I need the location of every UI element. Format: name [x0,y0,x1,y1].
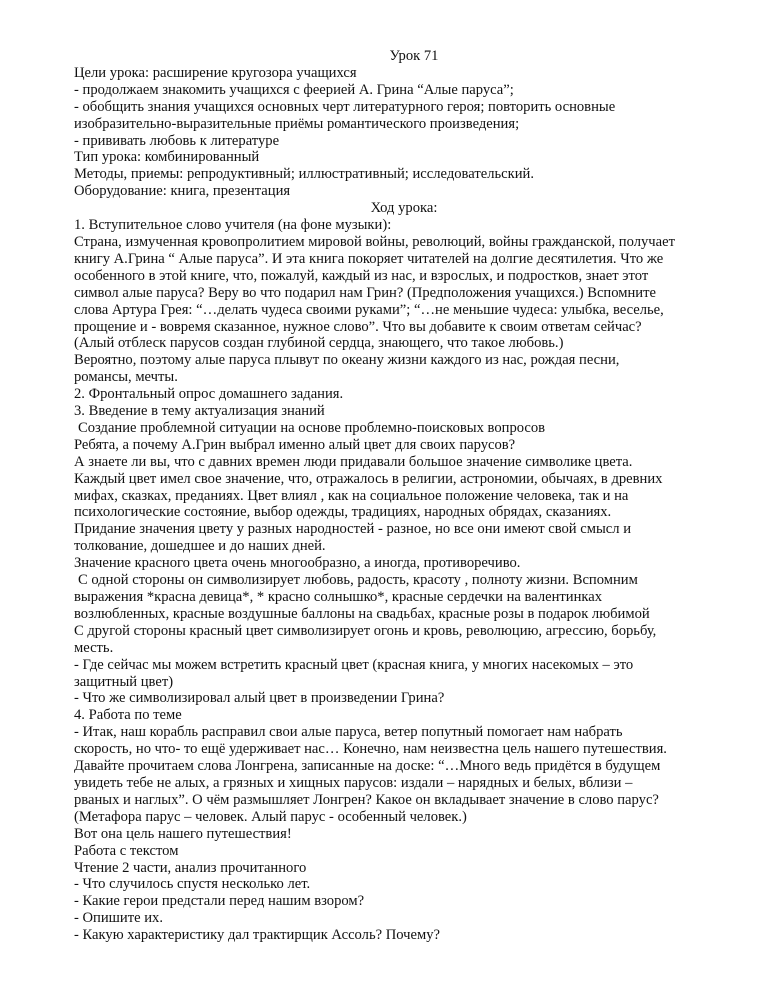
lesson-title: Урок 71 [389,48,439,64]
lesson-equipment: Оборудование: книга, презентация [74,183,291,200]
body-line: Ребята, а почему А.Грин выбрал именно алый цвет для своих парусов? [74,436,516,453]
body-line: - Где сейчас мы можем встретить красный цвет (красная книга, у многих насекомых – это [74,656,634,673]
goals-line: - обобщить знания учащихся основных черт литературного героя; повторить основные [74,98,616,115]
goals-line: - продолжаем знакомить учащихся с феерией А. Грина “Алые паруса”; [74,81,514,98]
body-line: Чтение 2 части, анализ прочитанного [74,859,307,876]
body-line: Придание значения цвету у разных народностей - разное, но все они имеют свой смысл и [74,521,632,538]
body-line: - Итак, наш корабль расправил свои алые паруса, ветер попутный помогает нам набрать [74,724,623,741]
body-line: Значение красного цвета очень многообразно, а иногда, противоречиво. [74,555,521,572]
body-line: выражения *красна девица*, * красно солнышко*, красные сердечки на валентинках [74,589,603,605]
body-line: символ алые паруса? Веру во что подарил нам Грин? (Предположения учащихся.) Вспомните [74,284,656,301]
body-line: книгу А.Грина “ Алые паруса”. И эта книга покоряет читателей на долгие десятилетия. Что же [74,250,664,267]
lesson-type: Тип урока: комбинированный [74,149,260,166]
body-line: Страна, измученная кровопролитием мировой войны, революций, войны гражданской, получает [74,233,675,250]
document-page [74,48,734,944]
body-line: Работа с текстом [74,842,179,859]
goals-line: Цели урока: расширение кругозора учащихся [74,64,357,81]
course-heading: Ход урока: [370,200,438,217]
body-line: Вот она цель нашего путешествия! [74,825,292,842]
body-line: 2. Фронтальный опрос домашнего задания. [74,386,344,403]
lesson-methods: Методы, приемы: репродуктивный; иллюстративный; исследовательский. [74,166,534,183]
body-line: месть. [74,639,114,656]
body-line: слова Артура Грея: “…делать чудеса своими руками”; “…не меньшие чудеса: улыбка, веселье, [74,301,664,318]
body-line: - Что же символизировал алый цвет в произведении Грина? [74,690,445,707]
body-line: Давайте прочитаем слова Лонгрена, записанные на доске: “…Много ведь придётся в будущем [74,758,661,775]
body-line: (Алый отблеск парусов создан глубиной сердца, знающего, что такое любовь.) [74,335,564,352]
body-line: прощение и - вовремя сказанное, нужное слово”. Что вы добавите к своим ответам сейчас? [74,318,642,335]
body-line: Каждый цвет имел свое значение, что, отражалось в религии, астрономии, обычаях, в древних [74,470,663,487]
lesson-body [74,217,734,944]
goals-line: изобразительно-выразительные приёмы романтического произведения; [74,115,520,132]
body-line: рваных и наглых”. О чём размышляет Лонгрен? Какое он вкладывает значение в слово парус? [74,791,659,808]
body-line: (Метафора парус – человек. Алый парус - особенный человек.) [74,808,467,825]
body-line: - Какую характеристику дал трактирщик Ассоль? Почему? [74,927,441,944]
body-line: толкование, дошедшее и до наших дней. [74,538,326,555]
body-line: романсы, мечты. [74,369,178,386]
body-line: скорость, но что- то ещё удерживает нас… Конечно, нам неизвестна цель нашего путешествия. [74,741,667,758]
body-line: 1. Вступительное слово учителя (на фоне музыки): [74,217,392,234]
body-line: возлюбленных, красные воздушные баллоны на свадьбах, красные розы в подарок любимой [74,605,650,622]
body-line: С другой стороны красный цвет символизирует огонь и кровь, революцию, агрессию, борьбу, [74,622,657,639]
body-line: Создание проблемной ситуации на основе проблемно-поисковых вопросов [78,419,546,436]
body-line: 4. Работа по теме [74,707,182,724]
body-line: особенного в этой книге, что, пожалуй, каждый из нас, и взрослых, и подростков, знает этот [74,267,649,284]
body-line: Вероятно, поэтому алые паруса плывут по океану жизни каждого из нас, рождая песни, [74,352,620,369]
goals-line: - прививать любовь к литературе [74,132,280,149]
body-line: мифах, сказках, преданиях. Цвет влиял , как на социальное положение человека, так и на [74,487,629,504]
body-line: 3. Введение в тему актуализация знаний [74,403,325,420]
body-line: увидеть тебе не алых, а грязных и хищных парусов: издали – нарядных и белых, вблизи – [74,774,633,791]
body-line: С одной стороны он символизирует любовь, радость, красоту , полноту жизни. Вспомним [78,572,638,589]
body-line: - Что случилось спустя несколько лет. [74,876,311,893]
body-line: психологические состояние, выбор одежды, традициях, народных обрядах, сказаниях. [74,504,612,521]
body-line: защитный цвет) [74,673,174,690]
body-line: А знаете ли вы, что с давних времен люди придавали большое значение символике цвета. [74,453,633,470]
body-line: - Опишите их. [74,910,163,927]
lesson-goals [74,65,734,150]
body-line: - Какие герои предстали перед нашим взором? [74,893,365,910]
